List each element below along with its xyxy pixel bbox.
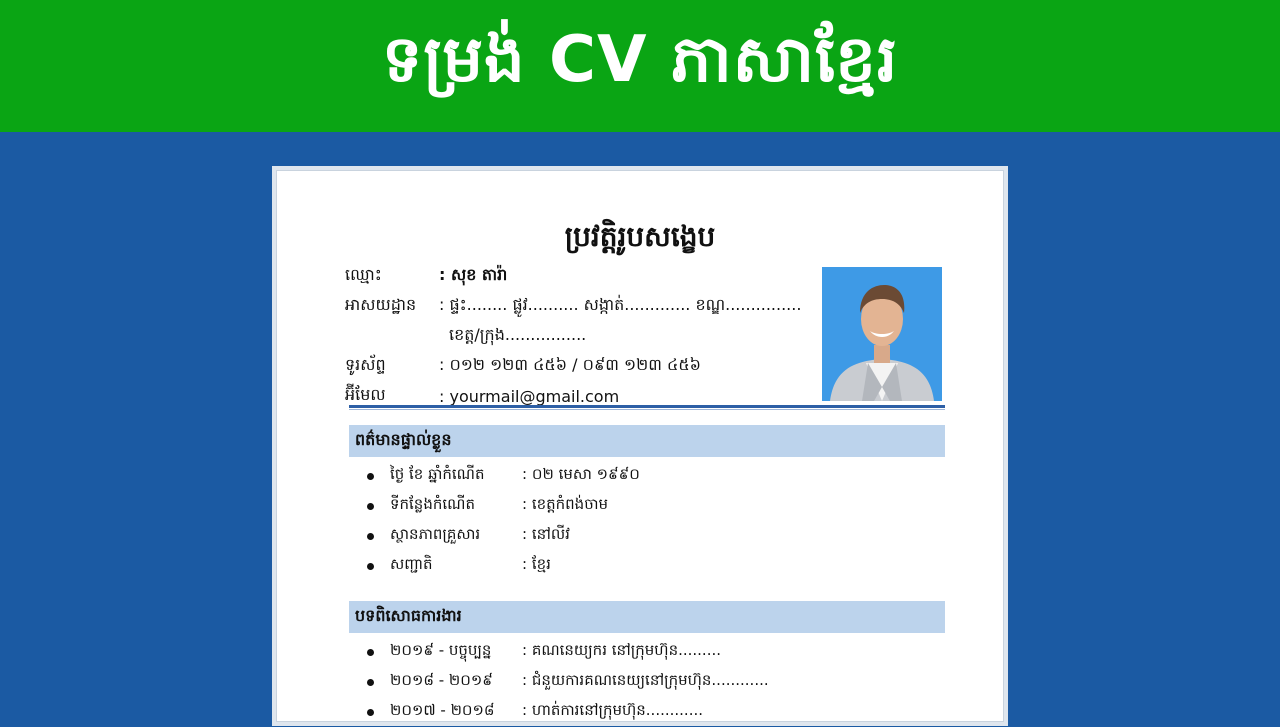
list-item [367,461,927,491]
item-value: : ខេត្តកំពង់ចាម [522,495,608,513]
contact-label: ទូរស័ព្ទ [345,355,386,374]
contact-value: ខេត្ត/ក្រុង................ [449,325,587,344]
cv-document [276,170,1004,722]
contact-row-phone [345,351,805,381]
bullet-icon [367,709,374,716]
section-heading-personal: ពត៌មានផ្ទាល់ខ្លួន [349,425,945,457]
item-key: ស្ថានភាពគ្រួសារ [390,525,481,543]
contact-block [345,261,805,411]
bullet-icon [367,679,374,686]
list-item [367,551,927,581]
person-photo-icon [822,267,942,401]
contact-row-name [345,261,805,291]
contact-value: : yourmail@gmail.com [439,386,620,406]
section-heading-experience: បទពិសោធការងារ [349,601,945,633]
contact-value: : ផ្ទះ........ ផ្លូវ.......... សង្កាត់............. ខណ្ឌ............... [439,295,802,314]
contact-value: : សុខ តារ៉ា [439,265,508,284]
list-item [367,521,927,551]
list-item [367,667,927,697]
top-banner [0,0,1280,132]
bullet-icon [367,649,374,656]
list-item [367,491,927,521]
item-value: : ខ្មែរ [522,555,551,573]
bullet-icon [367,473,374,480]
list-item [367,697,927,727]
contact-label: ឈ្មោះ [345,265,382,284]
item-key: ទីកន្លែងកំណើត [390,495,475,513]
experience-list [367,637,927,727]
cv-document-frame [272,166,1008,726]
bullet-icon [367,563,374,570]
item-key: សញ្ជាតិ [390,555,433,573]
item-key: ២០១៩ - បច្ចុប្បន្ន [390,641,492,659]
cv-title: ប្រវត្តិរូបសង្ខេប [564,220,716,253]
header-divider [349,405,945,408]
contact-row-address [345,291,805,321]
contact-label: អ៊ីមែល [345,385,386,404]
profile-photo [822,267,942,401]
item-value: : ០២ មេសា ១៩៩០ [522,465,640,483]
item-value: : នៅលីវ [522,525,570,543]
contact-row-address-cont [345,321,805,351]
item-key: ២០១៨ - ២០១៩ [390,671,493,689]
bullet-icon [367,503,374,510]
header-divider-thin [349,409,945,410]
bullet-icon [367,533,374,540]
item-key: ថ្ងៃ ខែ ឆ្នាំកំណើត [390,465,485,483]
item-key: ២០១៧ - ២០១៨ [390,701,495,719]
item-value: : ជំនួយការគណនេយ្យនៅក្រុមហ៊ុន............ [522,671,769,689]
personal-info-list [367,461,927,581]
list-item [367,637,927,667]
contact-label: អាសយដ្ឋាន [345,295,417,314]
item-value: : គណនេយ្យករ នៅក្រុមហ៊ុន......... [522,641,722,659]
contact-value: : ០១២ ១២៣ ៤៥៦ / ០៩៣ ១២៣ ៤៥៦ [439,355,702,374]
item-value: : ហាត់ការនៅក្រុមហ៊ុន............ [522,701,704,719]
banner-title: ទម្រង់ CV ភាសាខ្មែរ [381,23,899,97]
